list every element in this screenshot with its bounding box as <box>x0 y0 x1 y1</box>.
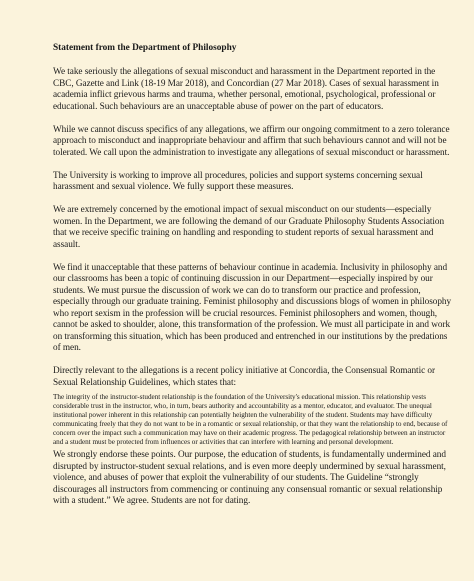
guideline-quote: The integrity of the instructor-student relationship is the foundation of the University's educational mission. This relationship vests considerable trust in the instructor, who, in turn, bears authority and accountability as a mentor, educator, and evaluator. The unequal institutional power inherent in this relationship can potentially heighten the vulnerability of the student. Students may have difficulty communicating freely that they do not want to be in a romantic or sexual relationship, or that they want the relationship to end, because of concern over the impact such a communication may have on their academic progress. The pedagogical relationship between an instructor and a student must be protected from influences or activities that can interfere with learning and personal development. <box>53 393 448 446</box>
statement-title: Statement from the Department of Philosophy <box>53 43 237 53</box>
paragraph-policy-intro: Directly relevant to the allegations is a recent policy initiative at Concordia, the Consensual Romantic or Sexual Relationship Guidelines, which states that: <box>53 366 436 388</box>
paragraph-closing: We strongly endorse these points. Our purpose, the education of students, is fundamentally undermined and disrupted by instructor-student sexual relations, and is even more deeply undermined by sexual harassment, violence, and abuses of power that exploit the vulnerability of our students. The Guideline “strongly discourages all instructors from commencing or continuing any consensual romantic or sexual relationship with a student.” We agree. Students are not for dating. <box>53 450 446 507</box>
paragraph-inclusivity: We find it unacceptable that these patterns of behaviour continue in academia. Inclusivity in philosophy and our classrooms has been a topic of continuing discussion in our Department—especially inspired by our students. We must pursue the discussion of work we can do to transform our practice and profession, especially through our graduate training. Feminist philosophy and discussions blogs of women in philosophy who report sexism in the profession will be crucial resources. Feminist philosophers and women, though, cannot be asked to shoulder, alone, this transformation of the profession. We must all participate in and work on transforming this situation, which has been produced and entrenched in our institutions by the predations of men. <box>53 262 452 353</box>
paragraph-zero-tolerance: While we cannot discuss specifics of any allegations, we affirm our ongoing commitment to a zero tolerance approach to misconduct and inappropriate behaviour and affirm that such behaviours cannot and will not be tolerated. We call upon the administration to investigate any allegations of sexual misconduct or harassment. <box>53 124 450 158</box>
paragraph-emotional-impact: We are extremely concerned by the emotional impact of sexual misconduct on our students—especially women. In the Department, we are following the demand of our Graduate Philosophy Students Association that we receive specific training on handling and responding to student reports of sexual harassment and assault. <box>53 205 445 250</box>
paragraph-allegations: We take seriously the allegations of sexual misconduct and harassment in the Department reported in the CBC, Gazette and Link (18-19 Mar 2018), and Concordian (27 Mar 2018). Cases of sexual harassment in academia inflict grievous harms and trauma, whether personal, emotional, psychological, professional or educational. Such behaviours are an unacceptable abuse of power on the part of educators. <box>53 67 439 112</box>
paragraph-university-support: The University is working to improve all procedures, policies and support systems concerning sexual harassment and sexual violence. We fully support these measures. <box>53 170 423 192</box>
